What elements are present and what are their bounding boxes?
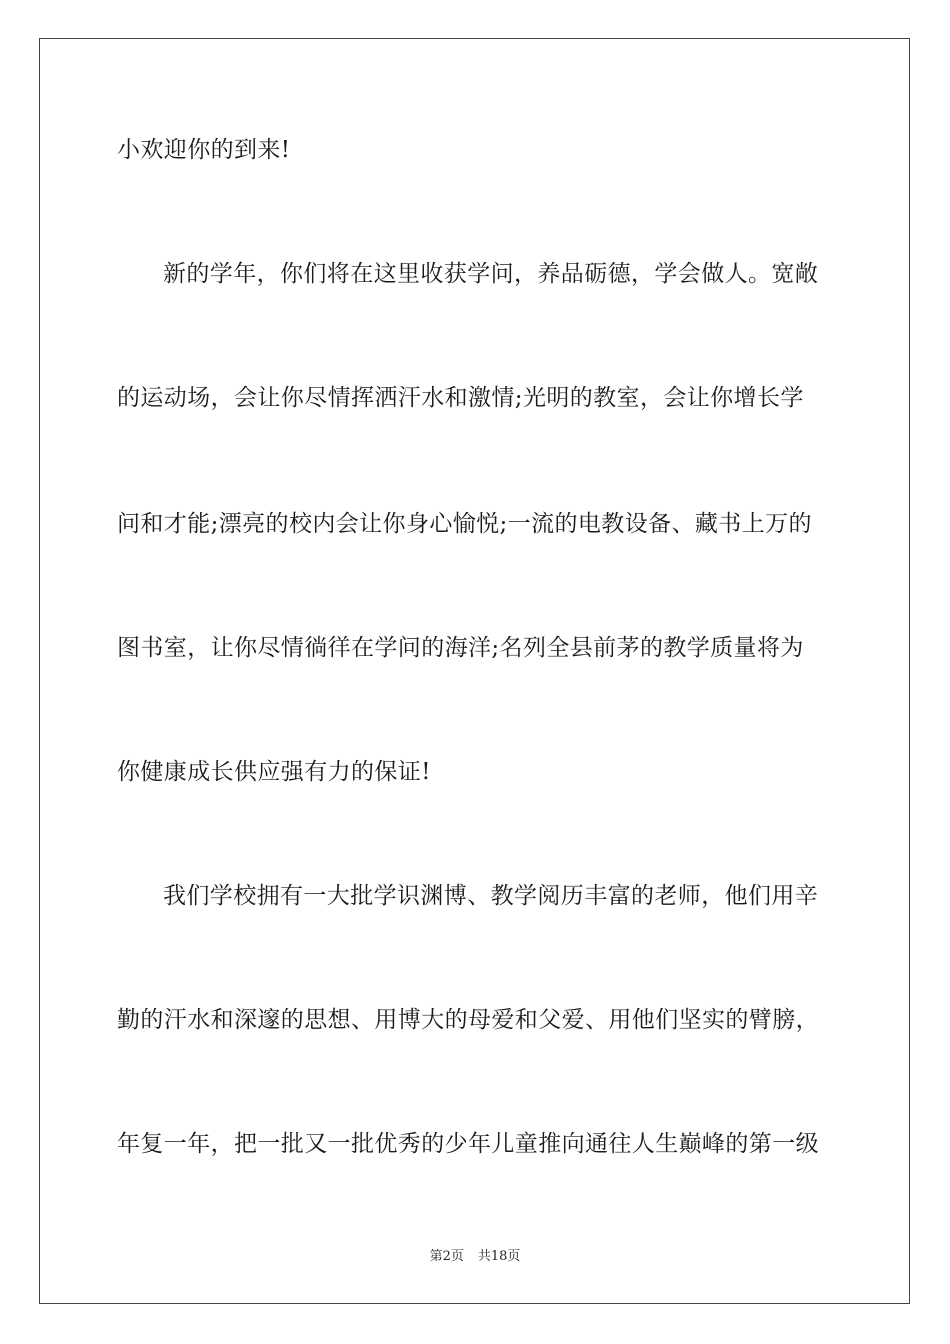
page-border	[39, 38, 910, 1304]
text-line-8: 勤的汗水和深邃的思想、用博大的母爱和父爱、用他们坚实的臂膀，	[117, 1007, 819, 1033]
text-line-4: 问和才能;漂亮的校内会让你身心愉悦;一流的电教设备、藏书上万的	[117, 511, 812, 537]
text-line-2: 新的学年，你们将在这里收获学问，养品砺德，学会做人。宽敞	[163, 261, 819, 287]
text-line-6: 你健康成长供应强有力的保证!	[117, 759, 431, 785]
text-line-7: 我们学校拥有一大批学识渊博、教学阅历丰富的老师，他们用辛	[163, 883, 819, 909]
page-number-current: 第2页	[429, 1249, 464, 1264]
page-footer	[0, 1248, 950, 1266]
text-line-1: 小欢迎你的到来!	[117, 137, 291, 163]
text-line-3: 的运动场，会让你尽情挥洒汗水和激情;光明的教室，会让你增长学	[117, 385, 804, 411]
text-line-5: 图书室，让你尽情徜徉在学问的海洋;名列全县前茅的教学质量将为	[117, 635, 804, 661]
text-line-9: 年复一年，把一批又一批优秀的少年儿童推向通往人生巅峰的第一级	[117, 1131, 819, 1157]
page-number-total: 共18页	[477, 1249, 521, 1264]
